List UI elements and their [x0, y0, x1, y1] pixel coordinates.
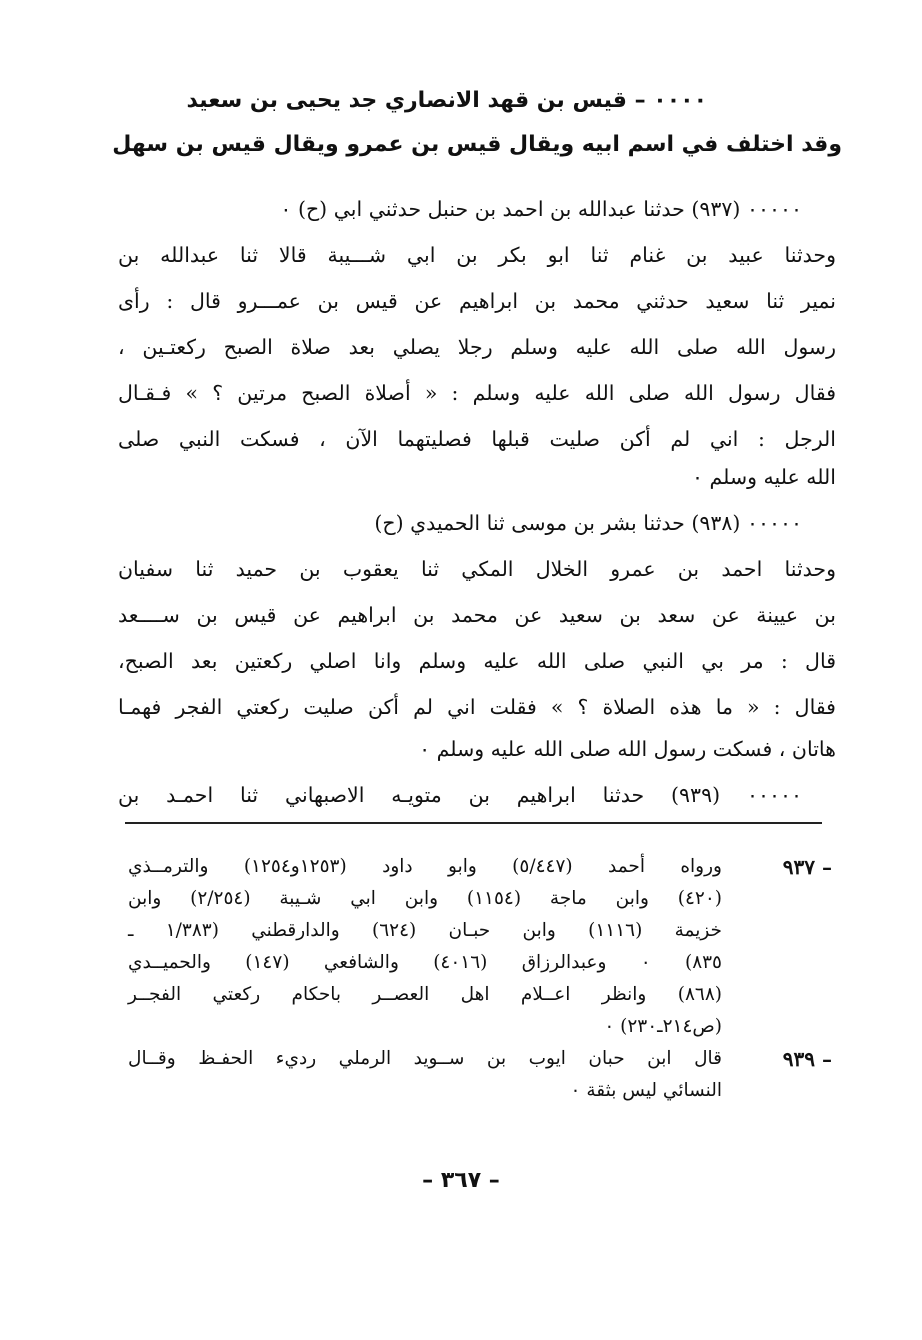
- footnote-number: ٩٣٩ –: [782, 1047, 832, 1071]
- body-line: ٠٠٠٠٠ (٩٣٨) حدثنا بشر بن موسى ثنا الحميدي (ح): [374, 511, 802, 535]
- footnote-line: ٨٣٥) ٠ وعبدالرزاق (٤٠١٦) والشافعي (١٤٧) والحميــدي: [128, 952, 722, 973]
- footnote-line: خزيمة (١١١٦) وابن حبـان (٦٢٤) والدارقطني (١/٣٨٣ ـ: [128, 920, 722, 941]
- footnote-line: (٨٦٨) وانظر اعــلام اهل العصــر باحكام ركعتي الفجــر: [128, 984, 722, 1005]
- body-line: ٠٠٠٠٠ (٩٣٧) حدثنا عبدالله بن احمد بن حنبل حدثني ابي (ح) ٠: [280, 197, 802, 221]
- body-line: وحدثنا عبيد بن غنام ثنا ابو بكر بن ابي شـــيبة قالا ثنا عبدالله بن: [118, 243, 836, 267]
- body-line: ٠٠٠٠٠ (٩٣٩) حدثنا ابراهيم بن متويـه الاصبهاني ثنا احمـد بن: [118, 783, 802, 807]
- body-line: بن عيينة عن سعد بن سعيد عن محمد بن ابراهيم عن قيس بن ســــعد: [118, 603, 836, 627]
- footnote-divider: [125, 822, 822, 824]
- entry-subtitle: وقد اختلف في اسم ابيه ويقال قيس بن عمرو ويقال قيس بن سهل: [112, 132, 842, 157]
- footnote-number: ٩٣٧ –: [782, 855, 832, 879]
- page-number: – ٣٦٧ –: [422, 1168, 500, 1193]
- body-line: الرجل : اني لم أكن صليت قبلها فصليتهما الآن ، فسكت النبي صلى: [118, 427, 836, 451]
- body-line: فقال : « ما هذه الصلاة ؟ » فقلت اني لم أكن صليت ركعتي الفجر فهمـا: [118, 695, 836, 719]
- footnote-line: قال ابن حبان ايوب بن ســويد الرملي رديء الحفـظ وقــال: [128, 1048, 722, 1069]
- body-line: فقال رسول الله صلى الله عليه وسلم : « أصلاة الصبح مرتين ؟ » فـقـال: [118, 381, 836, 405]
- footnote-line: النسائي ليس بثقة ٠: [570, 1080, 722, 1101]
- body-line: هاتان ، فسكت رسول الله صلى الله عليه وسلم ٠: [419, 737, 836, 761]
- body-line: الله عليه وسلم ٠: [692, 465, 836, 489]
- footnote-line: (ص٢١٤ـ٢٣٠) ٠: [604, 1016, 722, 1037]
- footnote-line: ورواه أحمد (٥/٤٤٧) وابو داود (١٢٥٣و١٢٥٤) والترمــذي: [128, 856, 722, 877]
- body-line: قال : مر بي النبي صلى الله عليه وسلم وانا اصلي ركعتين بعد الصبح،: [118, 649, 836, 673]
- body-line: نمير ثنا سعيد حدثني محمد بن ابراهيم عن قيس بن عمـــرو قال : رأى: [118, 289, 836, 313]
- body-line: رسول الله صلى الله عليه وسلم رجلا يصلي بعد صلاة الصبح ركعتـين ،: [118, 335, 836, 359]
- body-line: وحدثنا احمد بن عمرو الخلال المكي ثنا يعقوب بن حميد ثنا سفيان: [118, 557, 836, 581]
- footnote-line: (٤٢٠) وابن ماجة (١١٥٤) وابن ابي شـيبة (٢/٢٥٤) وابن: [128, 888, 722, 909]
- entry-title: ٠٠٠٠ – قيس بن قهد الانصاري جد يحيى بن سعيد: [186, 88, 707, 113]
